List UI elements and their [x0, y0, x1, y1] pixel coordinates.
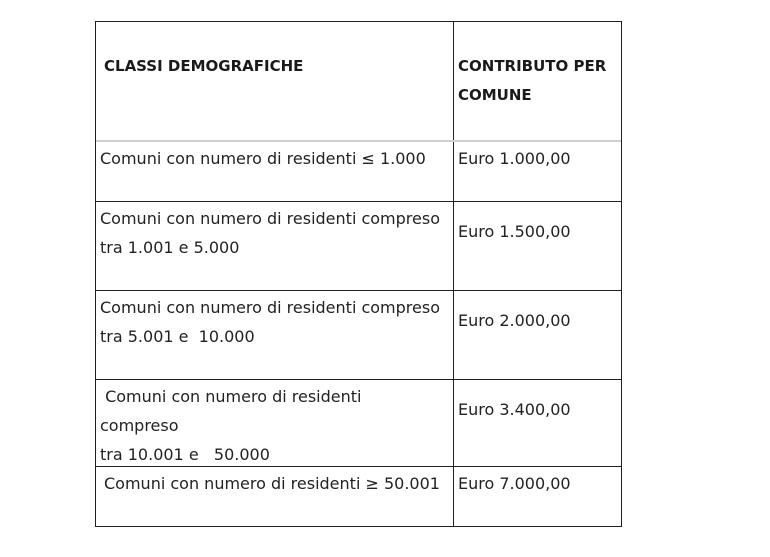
- demographic-class-cell: Comuni con numero di residenti compreso tra 1.001 e 5.000: [100, 209, 440, 257]
- contribution-table: [95, 21, 622, 527]
- table-row: [96, 140, 621, 201]
- header-contribution-per-municipality: CONTRIBUTO PER COMUNE: [458, 57, 607, 104]
- table-row: [96, 466, 621, 527]
- table-row: [96, 201, 621, 290]
- contribution-cell: Euro 1.000,00: [458, 149, 571, 168]
- contribution-cell: Euro 3.400,00: [458, 400, 571, 419]
- contribution-cell: Euro 2.000,00: [458, 311, 571, 330]
- contribution-cell: Euro 7.000,00: [458, 474, 571, 493]
- table-row: [96, 379, 621, 466]
- demographic-class-cell: Comuni con numero di residenti ≥ 50.001: [104, 474, 440, 493]
- contribution-cell: Euro 1.500,00: [458, 222, 571, 241]
- table-row: [96, 290, 621, 379]
- demographic-class-cell: Comuni con numero di residenti compreso tra 5.001 e 10.000: [100, 298, 440, 346]
- header-demographic-classes: CLASSI DEMOGRAFICHE: [104, 57, 304, 75]
- demographic-class-cell: Comuni con numero di residenti ≤ 1.000: [100, 149, 426, 168]
- demographic-class-cell: Comuni con numero di residenti compreso tra 10.001 e 50.000: [100, 387, 362, 464]
- table-header-row: [96, 22, 621, 140]
